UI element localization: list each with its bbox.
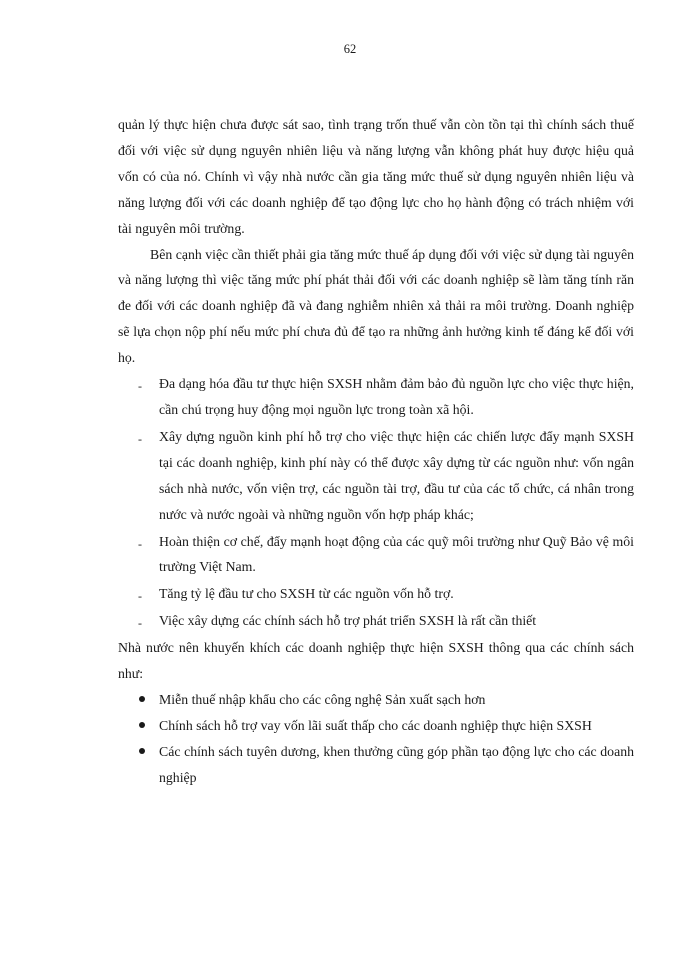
list-item-text: Các chính sách tuyên dương, khen thưởng cũng góp phần tạo động lực cho các doanh nghiệp (159, 743, 634, 785)
dash-marker: - (138, 379, 142, 394)
list-item (118, 608, 634, 634)
document-body (118, 112, 634, 791)
list-item-text: Hoàn thiện cơ chế, đẩy mạnh hoạt động của các quỹ môi trường như Quỹ Bảo vệ môi trường Việt Nam. (159, 533, 634, 575)
intro-paragraph: Nhà nước nên khuyến khích các doanh nghiệp thực hiện SXSH thông qua các chính sách như: (118, 640, 634, 682)
list-item (118, 424, 634, 528)
list-item (118, 739, 634, 791)
bullet-icon (139, 748, 145, 754)
list-item-text: Đa dạng hóa đầu tư thực hiện SXSH nhằm đảm bảo đủ nguồn lực cho việc thực hiện, cần chú trọng huy động mọi nguồn lực trong toàn xã hội. (159, 376, 634, 417)
dash-list (118, 371, 634, 634)
list-item (118, 371, 634, 423)
dash-marker: - (138, 589, 142, 604)
list-item-text: Tăng tỷ lệ đầu tư cho SXSH từ các nguồn vốn hỗ trợ. (159, 586, 454, 602)
bullet-icon (139, 696, 145, 702)
dash-marker: - (138, 536, 142, 551)
dash-marker: - (138, 616, 142, 631)
paragraph: Bên cạnh việc cần thiết phải gia tăng mức thuế áp dụng đối với việc sử dụng tài nguyên và năng lượng thì việc tăng mức phí phát thải đối với các doanh nghiệp sẽ làm tăng tính răn đe đối với các doanh nghiệp đã và đang nghiễm nhiên xả thải ra môi trường. Doanh nghiệp sẽ lựa chọn nộp phí nếu mức phí chưa đủ để tạo ra những ảnh hưởng kinh tế đáng kể đối với họ. (118, 246, 634, 366)
list-item (118, 529, 634, 581)
list-item (118, 581, 634, 607)
list-item-text: Việc xây dựng các chính sách hỗ trợ phát triển SXSH là rất cần thiết (159, 613, 537, 629)
list-item-text: Chính sách hỗ trợ vay vốn lãi suất thấp cho các doanh nghiệp thực hiện SXSH (159, 717, 592, 733)
dash-marker: - (138, 431, 142, 446)
page-number: 62 (343, 42, 357, 56)
bullet-icon (139, 722, 145, 728)
paragraph: quản lý thực hiện chưa được sát sao, tình trạng trốn thuế vẫn còn tồn tại thì chính sách thuế đối với việc sử dụng nguyên nhiên liệu và năng lượng vẫn không phát huy được hiệu quả vốn có của nó. Chính vì vậy nhà nước cần gia tăng mức thuế sử dụng nguyên nhiên liệu và năng lượng đối với các doanh nghiệp để tạo động lực cho họ hành động có trách nhiệm với tài nguyên môi trường. (118, 117, 634, 236)
list-item (118, 687, 634, 713)
list-item-text: Miễn thuế nhập khẩu cho các công nghệ Sản xuất sạch hơn (159, 691, 486, 707)
list-item-text: Xây dựng nguồn kinh phí hỗ trợ cho việc thực hiện các chiến lược đẩy mạnh SXSH tại các doanh nghiệp, kinh phí này có thể được xây dựng từ các nguồn như: vốn ngân sách nhà nước, vốn viện trợ, các nguồn tài trợ, đầu tư của các tổ chức, cá nhân trong nước và nước ngoài và những nguồn vốn hợp pháp khác; (159, 428, 634, 522)
list-item (118, 713, 634, 739)
bullet-list (118, 687, 634, 791)
